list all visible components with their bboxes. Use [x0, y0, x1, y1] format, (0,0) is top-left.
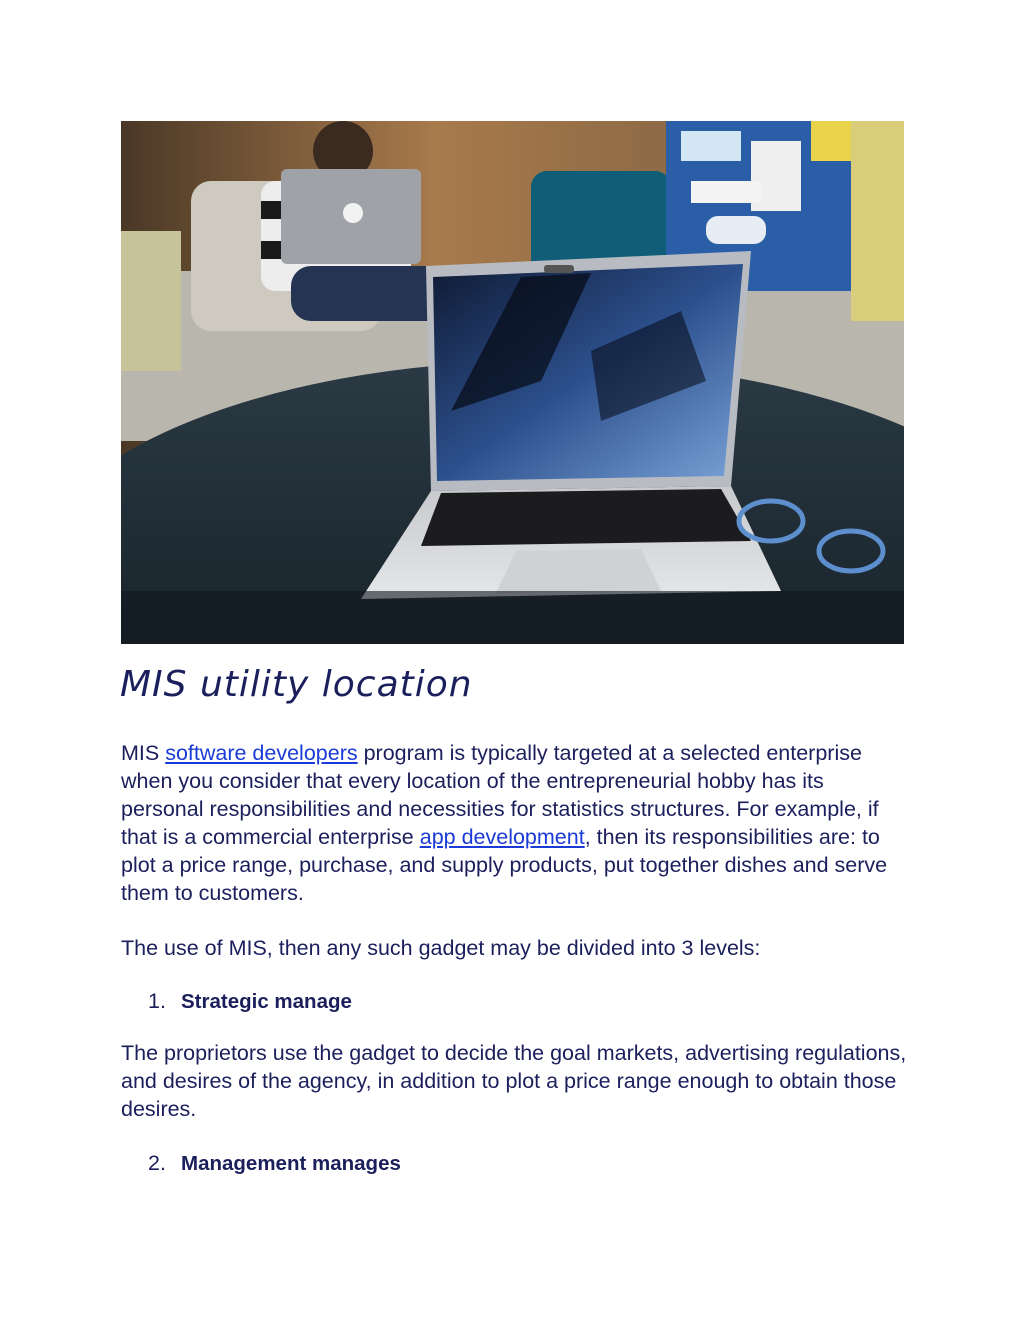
list-item: [148, 1149, 401, 1178]
list-item-number: 2.: [148, 1151, 166, 1175]
hero-photo-illustration: [121, 121, 904, 644]
list-item-label: Strategic manage: [181, 990, 352, 1013]
list-item: [148, 987, 352, 1016]
list-item-label: Management manages: [181, 1152, 401, 1175]
intro-text-1: MIS: [121, 741, 166, 765]
list-item-number: 1.: [148, 989, 166, 1013]
levels-intro-paragraph: The use of MIS, then any such gadget may be divided into 3 levels:: [121, 936, 761, 960]
app-development-link[interactable]: app development: [419, 825, 585, 849]
intro-paragraph: [121, 739, 911, 907]
page-title: MIS utility location: [120, 664, 473, 705]
hero-photo-laptop-on-table: [121, 121, 904, 644]
intro-text-2: program is typically targeted at a selected enterprise when you consider that every location of the entrepreneurial hobby has its personal responsibilities and necessities for statistics structures. For example, if that is a commercial enterprise: [121, 741, 879, 849]
software-developers-link[interactable]: software developers: [165, 741, 358, 765]
strategic-paragraph: The proprietors use the gadget to decide the goal markets, advertising regulations, and desires of the agency, in addition to plot a price range enough to obtain those desires.: [121, 1041, 907, 1121]
intro-text-3: , then its responsibilities are: to plot a price range, purchase, and supply products, put together dishes and serve them to customers.: [121, 825, 888, 905]
